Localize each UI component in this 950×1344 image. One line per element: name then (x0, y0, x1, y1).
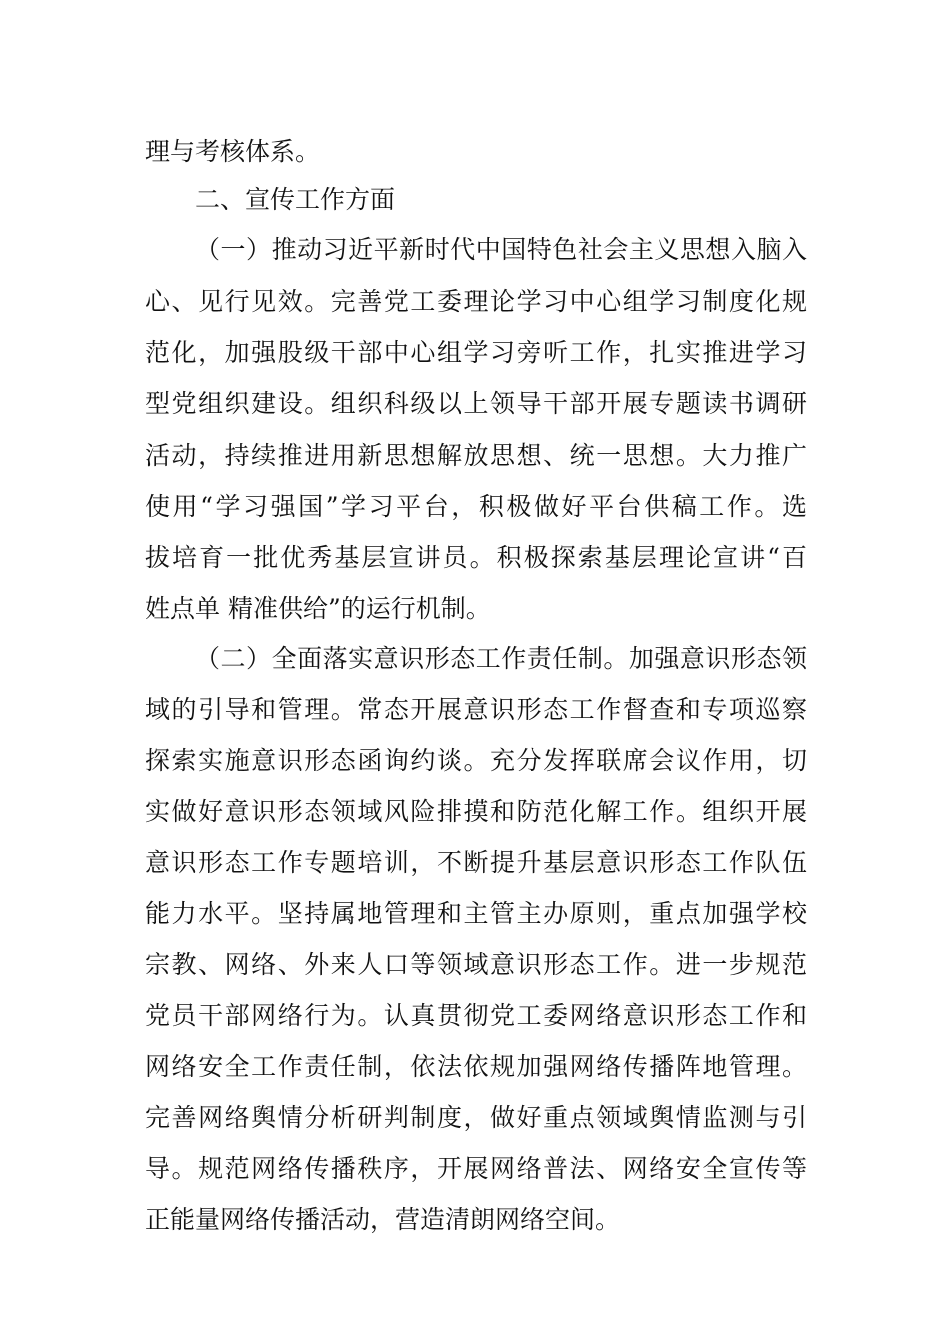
text-line: 意识形态工作专题培训，不断提升基层意识形态工作队伍 (145, 848, 807, 877)
text-line: 能力水平。坚持属地管理和主管主办原则，重点加强学校 (145, 899, 807, 928)
text-line: 使用“学习强国”学习平台，积极做好平台供稿工作。选 (145, 492, 807, 521)
text-line: 姓点单 精准供给”的运行机制。 (145, 594, 491, 623)
text-line: 党员干部网络行为。认真贯彻党工委网络意识形态工作和 (145, 1001, 807, 1030)
paragraph-start-line: （二）全面落实意识形态工作责任制。加强意识形态领 (195, 644, 807, 673)
text-line: 导。规范网络传播秩序，开展网络普法、网络安全宣传等 (145, 1154, 807, 1183)
text-line: 理与考核体系。 (145, 137, 321, 166)
text-line: 探索实施意识形态函询约谈。充分发挥联席会议作用，切 (145, 746, 807, 775)
section-heading: 二、宣传工作方面 (195, 185, 396, 214)
text-line: 域的引导和管理。常态开展意识形态工作督查和专项巡察 (145, 695, 807, 724)
text-line: 正能量网络传播活动，营造清朗网络空间。 (145, 1205, 621, 1234)
text-line: 拔培育一批优秀基层宣讲员。积极探索基层理论宣讲“百 (145, 543, 807, 572)
text-line: 实做好意识形态领域风险排摸和防范化解工作。组织开展 (145, 797, 807, 826)
text-line: 心、见行见效。完善党工委理论学习中心组学习制度化规 (145, 287, 807, 316)
text-line: 型党组织建设。组织科级以上领导干部开展专题读书调研 (145, 389, 807, 418)
text-line: 活动，持续推进用新思想解放思想、统一思想。大力推广 (145, 441, 807, 470)
text-line: 网络安全工作责任制，依法依规加强网络传播阵地管理。 (145, 1052, 807, 1081)
text-line: 宗教、网络、外来人口等领域意识形态工作。进一步规范 (145, 950, 807, 979)
paragraph-start-line: （一）推动习近平新时代中国特色社会主义思想入脑入 (195, 235, 807, 264)
text-line: 范化，加强股级干部中心组学习旁听工作，扎实推进学习 (145, 338, 807, 367)
text-line: 完善网络舆情分析研判制度，做好重点领域舆情监测与引 (145, 1103, 807, 1132)
